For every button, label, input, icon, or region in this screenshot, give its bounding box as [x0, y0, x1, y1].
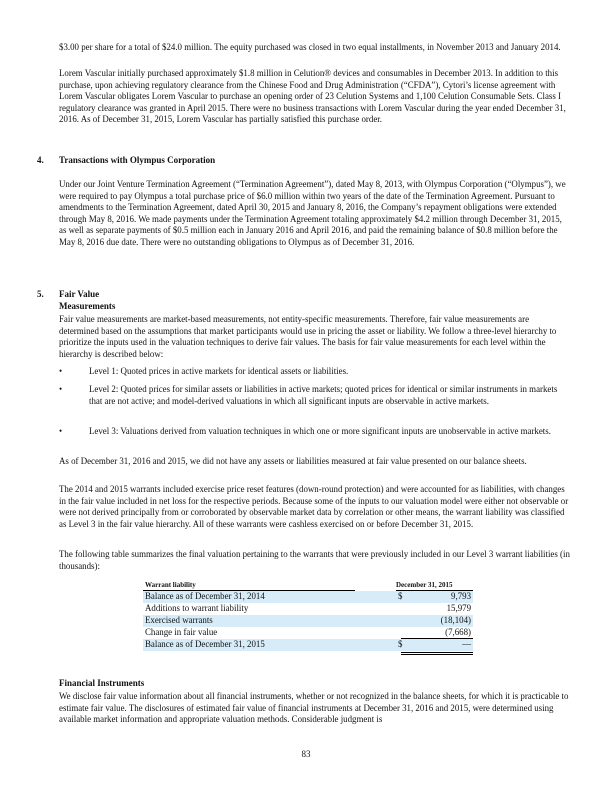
row-label: Additions to warrant liability	[145, 603, 249, 613]
section-5-number: 5.	[37, 289, 44, 299]
table-row	[143, 615, 473, 627]
row-currency: $	[398, 639, 403, 649]
total-rule-1	[401, 652, 473, 653]
page-number: 83	[301, 749, 311, 759]
section-4-title: Transactions with Olympus Corporation	[59, 155, 216, 165]
section-4-text: Under our Joint Venture Termination Agreement (“Termination Agreement”), dated May 8, 2013, with Olympus Corporation (“Olympus”), we were required to pay Olympus a total purchase price of $6.0 million within two years of the date of the Termination Agreement. Pursuant to amendments to the Termination Agreement, dated April 30, 2015 and January 8, 2016, the Company’s repayment obligations were extended through May 8, 2016. We made payments under the Termination Agreement totaling approximately $4.2 million through December 31, 2015, as well as separate payments of $0.5 million each in January 2016 and April 2016, and paid the remaining balance of $0.8 million before the May 8, 2016 due date. There were no outstanding obligations to Olympus as of December 31, 2016.	[59, 179, 566, 247]
bullet-icon: •	[59, 384, 63, 394]
table-header-label: Warrant liability	[145, 581, 196, 589]
row-value: —	[462, 639, 471, 649]
row-value: 9,793	[451, 591, 471, 601]
financial-instruments-heading: Financial Instruments	[59, 678, 145, 688]
table-header-date: December 31, 2015	[396, 581, 453, 589]
section-5-title: Fair Value	[59, 289, 100, 299]
table-row	[143, 591, 473, 603]
table-row	[143, 603, 473, 615]
bullet-text: Level 1: Quoted prices in active markets for identical assets or liabilities.	[89, 366, 349, 376]
table-row	[143, 639, 473, 651]
bullet-icon: •	[59, 426, 63, 436]
row-label: Change in fair value	[145, 627, 218, 637]
row-value: (18,104)	[440, 615, 471, 625]
row-label: Balance as of December 31, 2015	[145, 639, 265, 649]
paragraph-no-assets: As of December 31, 2016 and 2015, we did not have any assets or liabilities measured at fair value presented on our balance sheets.	[59, 456, 527, 466]
fair-value-intro: Fair value measurements are market-based measurements, not entity-specific measurements. Therefore, fair value measurements are determined based on the assumptions that market participants would use in pricing the asset or liability. We follow a three-level hierarchy to prioritize the inputs used in the valuation techniques to derive fair values. The basis for fair value measurements for each level within the hierarchy is described below:	[59, 314, 557, 359]
financial-instruments-text: We disclose fair value information about all financial instruments, whether or not recognized in the balance sheets, for which it is practicable to estimate fair value. The disclosures of estimated fair value of financial instruments at December 31, 2016 and 2015, were determined using available market information and appropriate valuation methods. Considerable judgment is	[59, 691, 569, 725]
paragraph-table-intro: The following table summarizes the final valuation pertaining to the warrants that were previously included in our Level 3 warrant liabilities (in thousands):	[59, 549, 570, 571]
paragraph-lorem-vascular: Lorem Vascular initially purchased approximately $1.8 million in Celution® devices and consumables in December 2013. In addition to this purchase, upon achieving regulatory clearance from the Chinese Food and Drug Administration (“CFDA”), Cytori’s license agreement with Lorem Vascular obligates Lorem Vascular to purchase an opening order of 23 Celution Systems and 1,100 Celution Consumable Sets. Class I regulatory clearance was granted in April 2015. There were no business transactions with Lorem Vascular during the year ended December 31, 2016. As of December 31, 2015, Lorem Vascular has partially satisfied this purchase order.	[59, 68, 566, 125]
row-value: 15,979	[446, 603, 471, 613]
row-currency: $	[398, 591, 403, 601]
row-label: Balance as of December 31, 2014	[145, 591, 265, 601]
section-4-number: 4.	[37, 155, 44, 165]
bullet-text: Level 2: Quoted prices for similar assets or liabilities in active markets; quoted prices for identical or similar instruments in markets that are not active; and model-derived valuations in which all significant inputs are observable in active markets.	[89, 384, 558, 406]
bullet-icon: •	[59, 366, 63, 376]
bullet-text: Level 3: Valuations derived from valuation techniques in which one or more significant inputs are unobservable in active markets.	[89, 426, 551, 436]
row-value: (7,668)	[445, 627, 471, 637]
total-rule-2	[401, 654, 473, 655]
warrant-liability-table	[143, 581, 473, 661]
measurements-heading: Measurements	[59, 301, 116, 311]
paragraph-warrants: The 2014 and 2015 warrants included exercise price reset features (down-round protection) and were accounted for as liabilities, with changes in the fair value included in net loss for the respective periods. Because some of the inputs to our valuation model were either not observable or were not derived principally from or corroborated by observable market data by correlation or other means, the warrant liability was classified as Level 3 in the fair value hierarchy. All of these warrants were cashless exercised on or before December 31, 2015.	[59, 484, 569, 529]
paragraph-equity-purchase: $3.00 per share for a total of $24.0 million. The equity purchased was closed in two equal installments, in November 2013 and January 2014.	[59, 42, 561, 52]
row-label: Exercised warrants	[145, 615, 213, 625]
